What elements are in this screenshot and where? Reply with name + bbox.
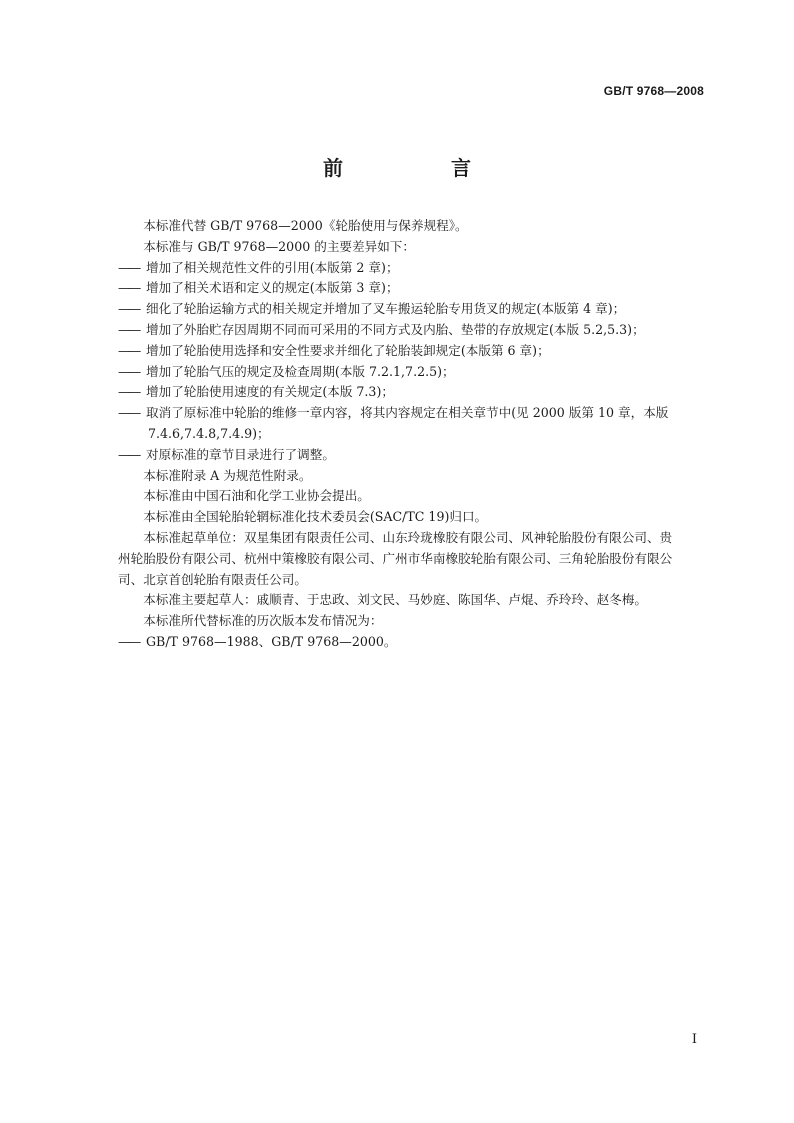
list-item xyxy=(118,382,678,403)
paragraph-drafters: 本标准主要起草人：戚顺青、于忠政、刘文民、马妙庭、陈国华、卢焜、乔玲玲、赵冬梅。 xyxy=(143,592,647,608)
list-item-text: 对原标准的章节目录进行了调整。 xyxy=(146,446,335,462)
list-item-text: 增加了外胎贮存因周期不同而可采用的不同方式及内胎、垫带的存放规定(本版 5.2,5.3)； xyxy=(146,321,645,337)
list-item-text: GB/T 9768—1988、GB/T 9768—2000。 xyxy=(146,633,397,649)
paragraph-proposer: 本标准由中国石油和化学工业协会提出。 xyxy=(143,488,370,504)
list-item-text: 增加了轮胎使用速度的有关规定(本版 7.3)； xyxy=(146,384,394,400)
document-body xyxy=(118,216,678,653)
list-item xyxy=(118,299,678,320)
dash-marker: —— xyxy=(118,321,140,337)
dash-marker: —— xyxy=(118,363,140,379)
list-item-text: 细化了轮胎运输方式的相关规定并增加了叉车搬运轮胎专用货叉的规定(本版第 4 章)； xyxy=(146,301,626,317)
list-item xyxy=(118,258,678,279)
list-item xyxy=(118,341,678,362)
dash-marker: —— xyxy=(118,342,140,358)
paragraph-drafting-units: 本标准起草单位：双星集团有限责任公司、山东玲珑橡胶有限公司、风神轮胎股份有限公司、贵州轮胎股份有限公司、杭州中策橡胶有限公司、广州市华南橡胶轮胎有限公司、三角轮胎股份有限公司、北京首创轮胎有限责任公司。 xyxy=(118,529,673,587)
page-number: I xyxy=(691,1032,697,1047)
paragraph-committee: 本标准由全国轮胎轮辋标准化技术委员会(SAC/TC 19)归口。 xyxy=(143,509,488,525)
list-item-text: 增加了相关术语和定义的规定(本版第 3 章)； xyxy=(146,280,399,296)
paragraph-annex: 本标准附录 A 为规范性附录。 xyxy=(143,467,312,483)
list-item xyxy=(118,362,678,383)
paragraph-replaces: 本标准代替 GB/T 9768—2000《轮胎使用与保养规程》。 xyxy=(143,218,468,233)
list-item xyxy=(118,445,678,466)
list-item-text: 增加了轮胎使用选择和安全性要求并细化了轮胎装卸规定(本版第 6 章)； xyxy=(146,342,550,358)
standard-code: GB/T 9768—2008 xyxy=(603,84,704,98)
dash-marker: —— xyxy=(118,633,140,649)
paragraph-history-intro: 本标准所代替标准的历次版本发布情况为： xyxy=(143,613,383,629)
list-item-text: 取消了原标准中轮胎的维修一章内容，将其内容规定在相关章节中(见 2000 版第 10 章，本版 7.4.6,7.4.8,7.4.9)； xyxy=(146,405,669,441)
list-item xyxy=(118,632,678,653)
dash-marker: —— xyxy=(118,280,140,296)
dash-marker: —— xyxy=(118,259,140,275)
dash-marker: —— xyxy=(118,384,140,400)
list-item xyxy=(118,320,678,341)
list-item-text: 增加了相关规范性文件的引用(本版第 2 章)； xyxy=(146,259,399,275)
list-item xyxy=(118,403,678,445)
list-item xyxy=(118,278,678,299)
paragraph-differences-intro: 本标准与 GB/T 9768—2000 的主要差异如下： xyxy=(143,238,415,254)
page-title: 前 言 xyxy=(323,156,515,180)
list-item-text: 增加了轮胎气压的规定及检查周期(本版 7.2.1,7.2.5)； xyxy=(146,363,455,379)
dash-marker: —— xyxy=(118,301,140,317)
dash-marker: —— xyxy=(118,446,140,462)
dash-marker: —— xyxy=(118,405,140,421)
